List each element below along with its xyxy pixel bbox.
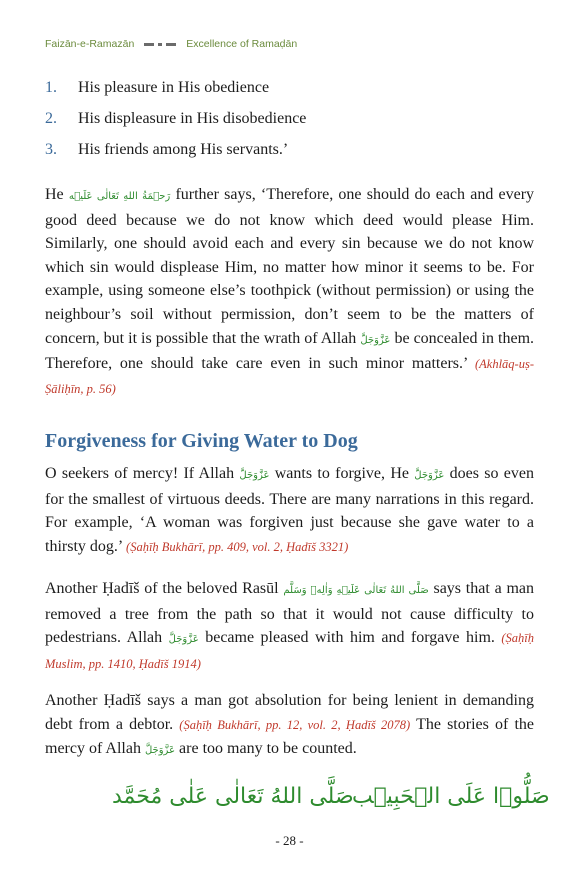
paragraph-text: He	[45, 186, 64, 203]
running-header	[45, 38, 297, 50]
paragraph-text: does so even for the smallest of virtuous deeds. There are many narrations in this regard. For example, ‘A woman was forgiven just because she gave water to a thirsty dog.’	[45, 465, 535, 555]
header-chapter-title: Excellence of Ramaḍān	[186, 38, 298, 50]
list-item	[45, 103, 535, 134]
durood-right: صَلُّوۡا عَلَی الۡحَبِيۡب	[352, 784, 550, 809]
list-number: 2.	[45, 109, 57, 127]
paragraph-text: Another Ḥadīš of the beloved Rasūl	[45, 580, 279, 597]
arabic-honorific: عَزَّوَجَلَّ	[360, 334, 391, 346]
citation: (Akhlāq-uṣ-Ṣāliḥīn, p. 56)	[45, 357, 534, 396]
paragraph-3	[45, 577, 534, 676]
paragraph-4	[45, 689, 534, 763]
arabic-honorific: عَزَّوَجَلَّ	[168, 634, 199, 646]
paragraph-1	[45, 183, 534, 401]
list-number: 1.	[45, 78, 57, 96]
arabic-honorific: عَزَّوَجَلَّ	[144, 745, 176, 757]
list-number: 3.	[45, 140, 57, 158]
list-item	[45, 134, 535, 165]
paragraph-text: wants to forgive, He	[274, 465, 409, 482]
numbered-list	[45, 72, 535, 165]
paragraph-text: O seekers of mercy! If Allah	[45, 465, 235, 482]
paragraph-text: says that a man removed a tree from the path so that it would not cause difficulty to pedestrians. Allah	[45, 580, 534, 647]
section-heading: Forgiveness for Giving Water to Dog	[45, 430, 358, 452]
paragraph-text: became pleased with him and forgave him.	[205, 629, 495, 647]
citation: (Ṣaḥīḥ Muslim, pp. 1410, Ḥadīš 1914)	[45, 631, 535, 671]
citation: (Ṣaḥīḥ Bukhārī, pp. 409, vol. 2, Ḥadīš 3321)	[126, 539, 349, 554]
header-separator	[142, 43, 178, 46]
paragraph-text: Another Ḥadīš says a man got absolution for being lenient in demanding debt from a debtor.	[45, 692, 534, 733]
page-number: - 28 -	[275, 833, 304, 848]
paragraph-text: be concealed in them. Therefore, one should take care even in such minor matters.’	[45, 329, 535, 373]
paragraph-text: are too many to be counted.	[179, 740, 357, 758]
durood-left: صَلَّى اللهُ تَعَالٰی عَلٰی مُحَمَّد	[112, 784, 354, 809]
citation: (Ṣaḥīḥ Bukhārī, pp. 12, vol. 2, Ḥadīš 2078)	[179, 717, 411, 732]
list-text: His pleasure in His obedience	[78, 78, 270, 96]
arabic-honorific: عَزَّوَجَلَّ	[414, 470, 445, 481]
list-text: His displeasure in His disobedience	[78, 109, 307, 127]
arabic-honorific: عَزَّوَجَلَّ	[239, 470, 270, 481]
paragraph-text: further says, ‘Therefore, one should do each and every good deed because we do not know which deed would please Him. Similarly, one should avoid each and every sin because we do not know which sin would displease Him, no matter how minor it seems to be. For example, using someone else’s toothpick (without permission) or using the neighbour’s soil without permission, don’t seem to be the matters of concern, but it is possible that the wrath of Allah	[45, 186, 535, 347]
header-book-title: Faizān-e-Ramazān	[45, 38, 135, 50]
paragraph-2	[45, 462, 534, 559]
list-text: His friends among His servants.’	[78, 140, 289, 158]
list-item	[45, 72, 535, 103]
paragraph-text: The stories of the mercy of Allah	[45, 715, 534, 758]
arabic-honorific: رَحۡمَةُ اللهِ تَعَالٰی عَلَيۡه	[68, 191, 171, 202]
arabic-honorific: صَلَّى اللهُ تَعَالٰی عَلَيۡهِ وَاٰلِهٖ وَسَلَّم	[283, 585, 429, 596]
